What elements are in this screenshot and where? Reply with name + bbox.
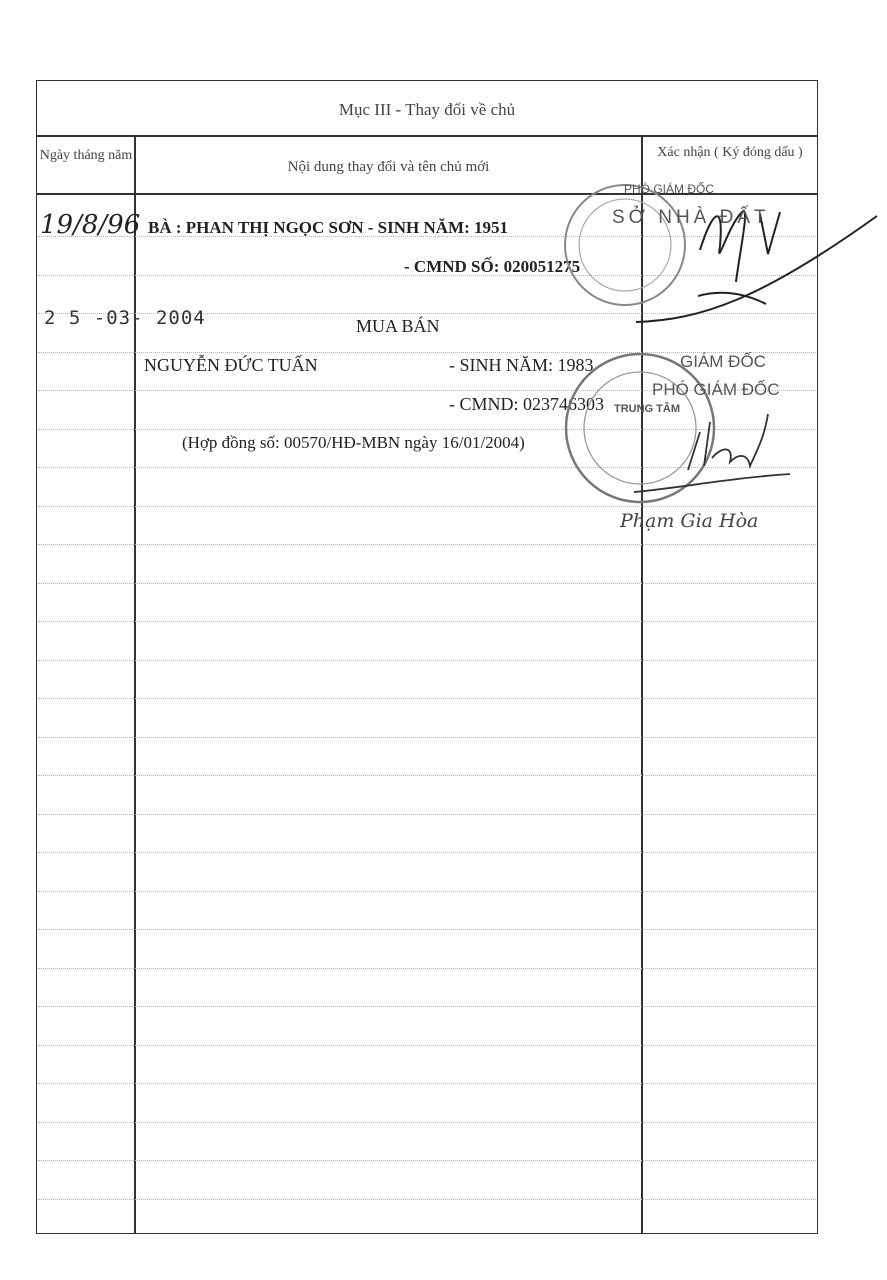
entry2-transaction-type: MUA BÁN	[356, 316, 440, 336]
entry1-owner-line: BÀ : PHAN THỊ NGỌC SƠN - SINH NĂM: 1951	[148, 218, 509, 237]
entry1-date: 19/8/96	[40, 210, 141, 240]
header-date-column: Ngày tháng năm	[39, 148, 133, 163]
stamp2-center: TRUNG TÂM	[614, 403, 680, 415]
entry2-owner-name: NGUYỄN ĐỨC TUẤN	[144, 355, 318, 375]
stamp1-title: PHÓ GIÁM ĐỐC	[624, 182, 715, 196]
round-stamp-1	[565, 185, 685, 305]
entry2-date: 2 5 -03- 2004	[44, 307, 206, 329]
stamp1-label: SỞ NHÀ ĐẤT	[612, 207, 770, 228]
section-title: Mục III - Thay đổi về chủ	[338, 100, 516, 119]
stamp2-deputy-director: PHÓ GIÁM ĐỐC	[652, 380, 780, 399]
round-stamp-2	[566, 354, 714, 502]
header-content-column: Nội dung thay đổi và tên chủ mới	[287, 159, 490, 175]
stamp2-director: GIÁM ĐỐC	[680, 352, 766, 371]
entry2-birth-year: - SINH NĂM: 1983	[449, 355, 594, 375]
header-confirm-column: Xác nhận ( Ký đóng dấu )	[657, 145, 803, 160]
entry2-contract: (Hợp đồng số: 00570/HĐ-MBN ngày 16/01/2004)	[182, 433, 525, 452]
entry1-id-line: - CMND SỐ: 020051275	[404, 257, 581, 276]
entry2-id-number: - CMND: 023746303	[449, 394, 605, 414]
signature-2	[634, 414, 790, 492]
signer-name: Phạm Gia Hòa	[620, 510, 759, 532]
